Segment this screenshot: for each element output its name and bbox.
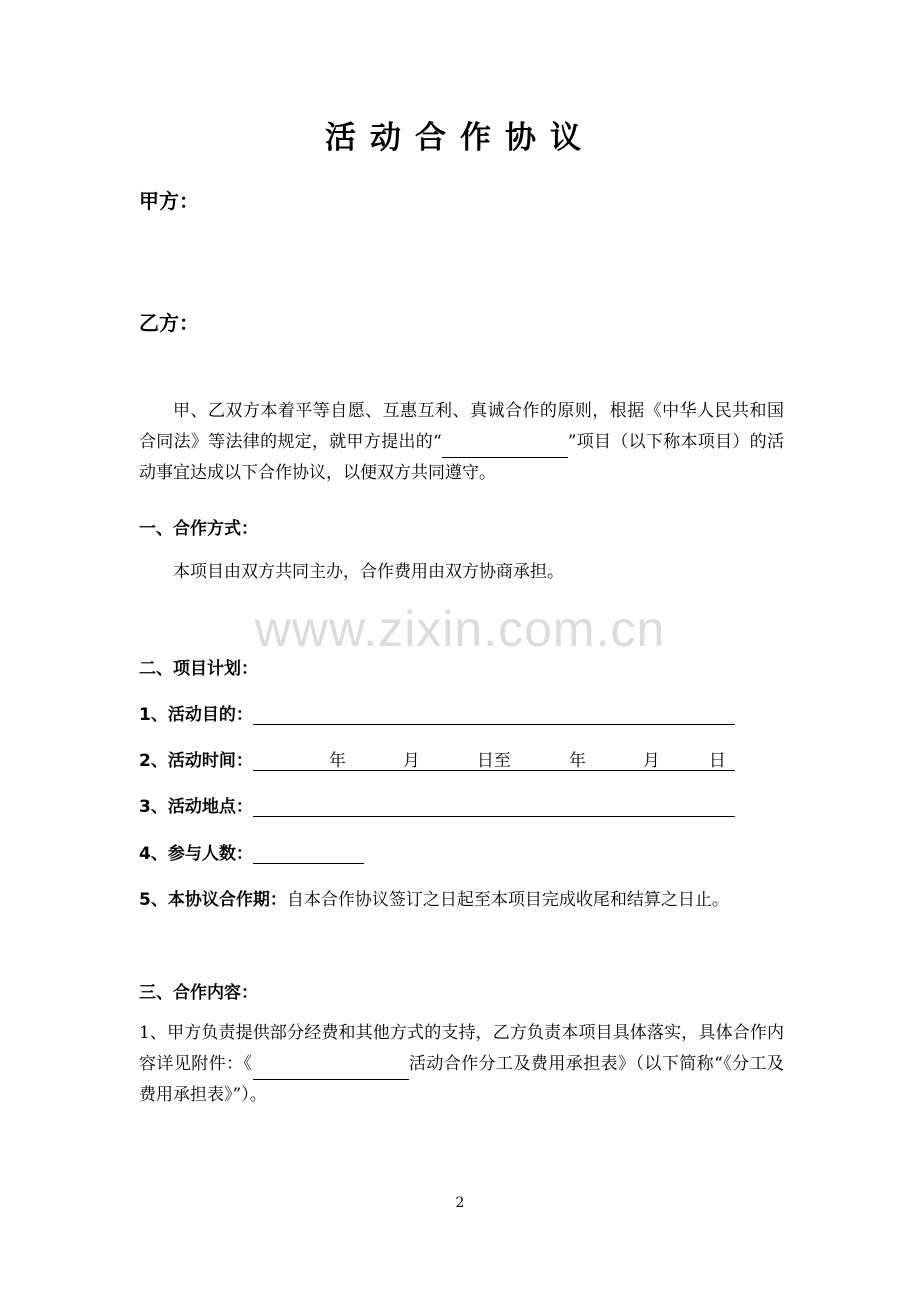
purpose-label: 1、活动目的：	[139, 705, 253, 725]
intro-text-part2: ”项目（以下称本项目）的活动事宜达成以下合作协议，以便双方共同遵守。	[139, 432, 784, 483]
plan-item-purpose	[139, 700, 735, 725]
time-label: 2、活动时间：	[139, 751, 253, 771]
date-unit-day-end: 日	[708, 751, 726, 771]
project-name-blank[interactable]	[442, 438, 568, 458]
section2-heading: 二、项目计划：	[139, 659, 258, 679]
location-blank[interactable]	[253, 797, 735, 817]
document-title: 活动合作协议	[325, 120, 595, 156]
party-a-label: 甲方：	[139, 189, 199, 213]
location-label: 3、活动地点：	[139, 797, 253, 817]
section3-text-part2: 活动合作分工及费用承担表》（以下简称“《分工及费用承担表》”）。	[139, 1054, 785, 1105]
page-number: 2	[455, 1195, 465, 1211]
plan-item-participants	[139, 839, 364, 864]
section3-heading: 三、合作内容：	[139, 983, 258, 1003]
plan-item-term	[139, 885, 729, 910]
date-unit-day-to: 日至	[476, 751, 511, 771]
watermark: www.zixin.com.cn	[254, 601, 666, 657]
intro-paragraph	[139, 396, 784, 489]
intro-text-part1: 甲、乙双方本着平等自愿、互惠互利、真诚合作的原则，根据《中华人民共和国合同法》等法律的规定，就甲方提出的“	[139, 401, 784, 452]
date-unit-month-start: 月	[402, 751, 420, 771]
date-unit-month-end: 月	[642, 751, 660, 771]
plan-item-location	[139, 792, 735, 817]
participants-label: 4、参与人数：	[139, 844, 253, 864]
section1-body: 本项目由双方共同主办，合作费用由双方协商承担。	[173, 562, 564, 582]
section1-heading: 一、合作方式：	[139, 519, 258, 539]
attachment-name-blank[interactable]	[253, 1060, 409, 1080]
plan-item-time	[139, 746, 735, 771]
term-text: 自本合作协议签订之日起至本项目完成收尾和结算之日止。	[286, 890, 729, 910]
party-b-label: 乙方：	[139, 311, 199, 335]
section3-paragraph	[139, 1018, 784, 1111]
term-label: 5、本协议合作期：	[139, 890, 287, 910]
purpose-blank[interactable]	[253, 705, 735, 725]
participants-blank[interactable]	[253, 844, 364, 864]
date-unit-year-end: 年	[568, 751, 586, 771]
date-unit-year-start: 年	[328, 751, 346, 771]
time-blank[interactable]	[253, 750, 735, 771]
section3-text-part1: 1、甲方负责提供部分经费和其他方式的支持，乙方负责本项目具体落实，具体合作内容详见附件：《	[139, 1023, 784, 1074]
